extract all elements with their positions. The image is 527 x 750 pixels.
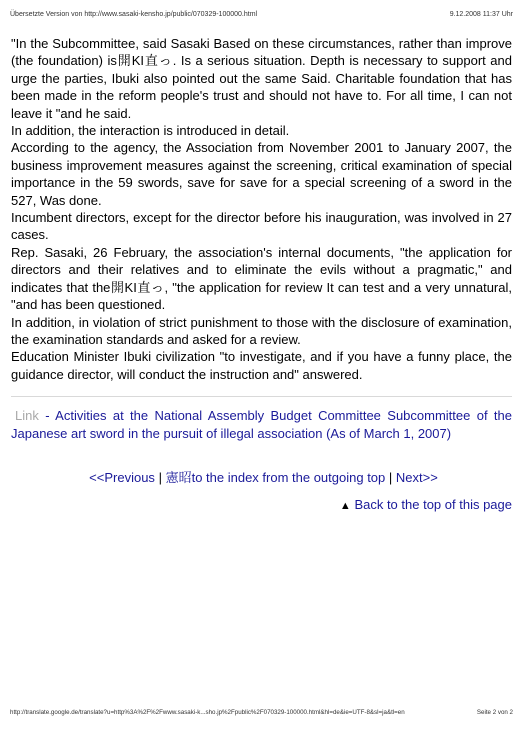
paragraph: In addition, the interaction is introduced in detail. — [11, 123, 290, 139]
next-link[interactable]: Next>> — [395, 470, 438, 485]
paragraph: "In the Subcommittee, said Sasaki Based on these circumstances, rather than improve (the foundation) is開KI直っ. Is a serious situation. Depth is necessary to support and urge the parties, Ibuki also pointed out the same Said. Charitable foundation that has been made in the reform people's trust and should not have to. For all time, I can not leave it "and he said. — [11, 36, 512, 121]
pager-separator: | — [158, 470, 162, 485]
link-label: Link — [15, 408, 39, 423]
print-header-url: Übersetzte Version von http://www.sasaki-kensho.jp/public/070329-100000.html — [10, 11, 258, 18]
paragraph: According to the agency, the Association from November 2001 to January 2007, the business improvement measures against the screening, critical examination of special importance in the 59 swords, save for save for a special screening of a sword in the 527, Was done. — [11, 140, 512, 208]
paragraph: Rep. Sasaki, 26 February, the association's internal documents, "the application for directors and their relatives and to eliminate the evils without a pragmatic," and indicates that the開KI直っ, "the application for review It can test and a very unnatural, "and has been questioned. — [11, 244, 512, 313]
divider — [11, 396, 512, 397]
print-header-date: 9.12.2008 11:37 Uhr — [449, 11, 513, 18]
print-footer — [10, 709, 513, 716]
print-header — [10, 11, 513, 18]
triangle-up-icon: ▲ — [339, 500, 351, 512]
pager-separator: | — [388, 470, 393, 485]
index-link[interactable]: 憲昭to the index from the outgoing top — [165, 470, 386, 485]
print-footer-url: http://translate.google.de/translate?u=http%3A%2F%2Fwww.sasaki-k...sho.jp%2Fpublic%2F070329-100000.html&hl=de&ie=UTF-8&sl=ja&tl=en — [10, 709, 405, 716]
paragraph: In addition, in violation of strict punishment to those with the disclosure of examination, the examination standards and asked for a review. — [11, 314, 512, 347]
back-to-top-label: Back to the top of this page — [354, 497, 512, 512]
pagination — [0, 467, 527, 486]
related-link[interactable]: - Activities at the National Assembly Budget Committee Subcommittee of the Japanese art sword in the pursuit of illegal association (As of March 1, 2007) — [11, 408, 512, 441]
related-link-section — [11, 407, 512, 443]
paragraph: Incumbent directors, except for the director before his inauguration, was involved in 27 cases. — [11, 210, 512, 243]
previous-link[interactable]: <<Previous — [89, 470, 155, 485]
print-footer-page: Seite 2 von 2 — [476, 709, 513, 716]
back-to-top-link[interactable] — [340, 497, 512, 512]
article-body — [11, 35, 512, 383]
paragraph: Education Minister Ibuki civilization "to investigate, and if you have a funny place, the guidance director, will conduct the instruction and" answered. — [11, 349, 512, 382]
